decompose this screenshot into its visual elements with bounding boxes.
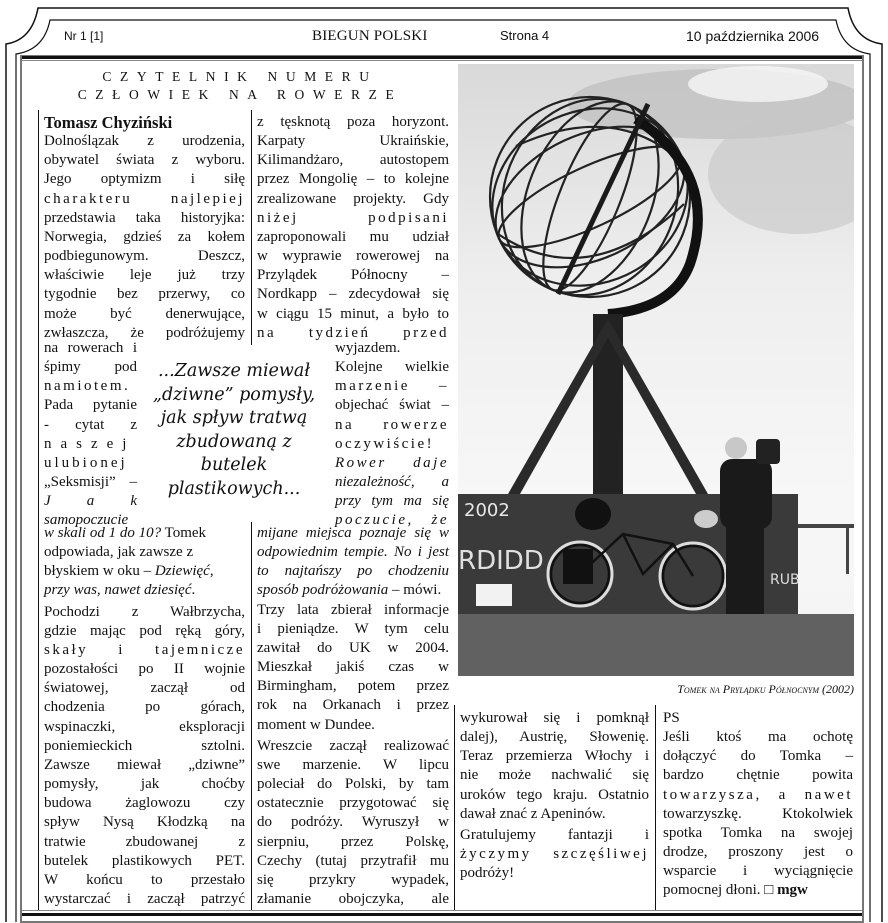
author-name: Tomasz Chyziński	[44, 113, 173, 132]
text-line: uroków tego kraju. Ostatnio	[460, 786, 649, 803]
text-line: wykurował się i pomknął	[460, 710, 649, 726]
text-line: odpowiada, jak zawsze z	[44, 544, 194, 561]
text-line: mijane miejsca poznaje się w	[257, 525, 449, 541]
text-line: przy was, nawet dziesięć.	[44, 582, 196, 599]
text-line: Kilimandżaro, autostopem	[257, 152, 449, 169]
text-line: w skali od 1 do 10? Tomek	[44, 525, 207, 541]
text-line: - cytat z	[44, 416, 137, 433]
text-line: zawitał do UK w 2004.	[257, 639, 449, 656]
text-line: Zawsze miewał „dziwne”	[44, 756, 245, 773]
text-line: tratwie zbudowanej z	[44, 833, 245, 850]
text-line: do podróży. Wyruszył w	[257, 814, 449, 831]
text-line: Teraz przemierza Włochy i	[460, 748, 649, 765]
text-line: poleciał do Polski, by tam	[257, 776, 449, 793]
article-column-2	[257, 113, 449, 343]
publication-title: BIEGUN POLSKI	[312, 28, 428, 44]
text-line: objechać świat –	[335, 397, 449, 414]
article-column-1-continued	[44, 524, 245, 909]
footer-rule	[22, 913, 862, 916]
paragraph	[257, 601, 449, 735]
paragraph	[460, 709, 649, 824]
text-char: k	[130, 493, 137, 510]
text-line: Pada pytanie	[44, 397, 137, 414]
text-line: Jego optymizm i siłę	[44, 171, 245, 188]
text-line: Czechy (tutaj przytrafił mu	[257, 852, 449, 869]
text-line: Trzy lata zbierał informacje	[257, 601, 449, 618]
pull-quote: ...Zawsze miewał „dziwne” pomysły, jak spływ tratwą zbudowaną z butelek plastikowych...	[152, 361, 316, 499]
text-line: zrealizowane projekty. Gdy	[257, 190, 449, 207]
text-line: właściwie leje już trzy	[44, 267, 245, 284]
text-line: w wyprawie rowerowej na	[257, 248, 449, 265]
column-rule	[251, 522, 252, 910]
text-line: samopoczucie	[44, 512, 129, 529]
text-line: nie może nachwalić się	[460, 767, 649, 784]
text-line: rok na Orkanach i przez	[257, 697, 449, 714]
text-line: życzymy szczęśliwej	[460, 846, 649, 863]
text-line: pomysły, jak choćby	[44, 776, 245, 793]
graffiti-text: RDIDD	[458, 546, 544, 576]
column-rule	[251, 110, 252, 345]
paragraph	[44, 603, 245, 910]
graffiti-text: RUB	[770, 572, 800, 588]
text-line: naszej	[44, 435, 136, 452]
text-line: Karpaty Ukraińskie,	[257, 133, 449, 150]
text-line: „Seksmisji” –	[44, 474, 137, 491]
paragraph	[257, 737, 449, 909]
header-rule	[22, 56, 862, 59]
text-line: złamanie obojczyka, ale	[257, 890, 449, 907]
issue-date: 10 października 2006	[686, 28, 820, 44]
page-number: Strona 4	[500, 28, 550, 43]
text-line: dawał znać z Apeninów.	[460, 805, 606, 822]
text-line: dalej), Austrię, Słowenię.	[460, 729, 649, 746]
text-line: niezależność, a	[335, 474, 449, 491]
text-line: butelek plastikowych PET.	[44, 852, 245, 869]
paragraph	[257, 524, 449, 581]
text-line: podróży!	[460, 865, 515, 882]
photo-globe-monument	[458, 64, 854, 676]
text-line: moment w Dundee.	[257, 716, 375, 733]
article-column-4-ps	[663, 709, 853, 901]
footer-rule-thin	[22, 910, 862, 911]
column-rule	[655, 705, 656, 910]
text-line: zaproponowali mu udział	[257, 228, 449, 245]
paragraph	[663, 728, 853, 881]
text-line: przez Mongolię – to kolejne	[257, 171, 449, 188]
text-line: wsparcie i wyciągnięcie	[663, 863, 853, 880]
text-line: bardzo chętnie powita	[663, 767, 853, 784]
text-line: niżej podpisani	[257, 209, 449, 226]
text-line: wyjazdem.	[335, 340, 401, 356]
text-line: gdzie mając pod ręką góry,	[44, 622, 245, 639]
text-char: a	[86, 493, 95, 510]
text-line: śpimy pod	[44, 359, 137, 376]
article-column-2-continued	[257, 524, 449, 909]
ps-heading: PS	[663, 710, 680, 726]
text-line: Wreszcie zaczął realizować	[257, 737, 449, 754]
text-line: marzenie –	[335, 378, 449, 395]
column-rule	[454, 705, 455, 910]
text-line: Rower daje	[335, 454, 449, 471]
text-line: na rowerze	[335, 416, 449, 433]
text-line: pomocnej dłoni. □ mgw	[663, 882, 808, 899]
text-line: towarzyszkę. Ktokolwiek	[663, 805, 853, 822]
text-line: W końcu to przestało	[44, 871, 245, 888]
text-line: Pochodzi z Wałbrzycha,	[44, 603, 245, 620]
text-line: ulubionej	[44, 454, 128, 471]
text-char: J	[44, 493, 51, 510]
article-headline: CZŁOWIEK NA ROWERZE	[77, 87, 403, 102]
text-line: zwłaszcza, że podróżujemy	[44, 324, 245, 341]
text-line: z tęsknotą poza horyzont.	[257, 114, 449, 130]
column-rule	[38, 110, 39, 910]
text-line: poniemieckich sztolni.	[44, 737, 245, 754]
paragraph	[460, 826, 649, 883]
text-line: charakteru najlepiej	[44, 190, 245, 207]
text-line: się przykry wypadek,	[257, 871, 449, 888]
text-line: namiotem.	[44, 378, 131, 395]
text-line: obywatel świata z wyboru.	[44, 152, 245, 169]
text-line: poczucie, że	[335, 512, 449, 529]
text-line: pozostałości po II wojnie	[44, 661, 245, 678]
text-line: wystarczać i zaczął patrzyć	[44, 890, 245, 907]
text-line: i pieniądze. W tym celu	[257, 620, 449, 637]
text-line: na rowerach i	[44, 340, 137, 356]
text-line: chodzenia po górach,	[44, 699, 245, 716]
article-photo	[458, 64, 854, 676]
text-line: spotka Tomka na swojej	[663, 824, 853, 841]
header-rule-thin	[22, 60, 862, 61]
text-line: przy tym ma się	[335, 493, 449, 510]
text-line: światowej, zaczął od	[44, 680, 245, 697]
text-line: przedstawia taka historyjka:	[44, 209, 245, 226]
text-line: budowa żaglowozu czy	[44, 795, 245, 812]
text-line: skały i tajemnicze	[44, 641, 245, 658]
text-line: Nordkapp – zdecydował się	[257, 286, 449, 303]
photo-caption: Tomek na Prylądku Północnym (2002)	[677, 682, 854, 696]
text-line: Dolnoślązak z urodzenia,	[44, 133, 245, 150]
article-column-2-wrap	[335, 339, 449, 531]
text-line: Kolejne wielkie	[335, 359, 449, 376]
text-line: dołączyć do Tomka –	[663, 748, 853, 765]
text-line	[44, 492, 137, 511]
text-line: spływ Nysą Kłodzką na	[44, 814, 245, 831]
article-column-1-wrap	[44, 339, 137, 531]
graffiti-text: 2002	[464, 500, 510, 521]
article-column-1	[44, 113, 245, 343]
text-line: na tydzień przed	[257, 324, 449, 341]
text-line: podbiegunowym. Deszcz,	[44, 248, 245, 265]
text-line: Norwegia, gdzieś za kołem	[44, 228, 245, 245]
text-line: Birmingham, potem przez	[257, 678, 449, 695]
text-line: ostatecznie przygotować się	[257, 795, 449, 812]
text-line: Przylądek Północny –	[257, 267, 449, 284]
text-line: sierpniu, przez Polskę,	[257, 833, 449, 850]
text-line: Jeśli ktoś ma ochotę	[663, 729, 853, 746]
text-line: drodze, proszony jest o	[663, 844, 853, 861]
text-line: błyskiem w oku – Dziewięć,	[44, 563, 214, 580]
text-line: może być denerwujące,	[44, 305, 245, 322]
text-line: w ciągu 15 minut, a było to	[257, 305, 449, 322]
text-line: oczywiście!	[335, 435, 435, 452]
article-column-3	[460, 709, 649, 883]
text-line: towarzysza, a nawet	[663, 786, 853, 803]
text-line: odpowiednim tempie. No i jest	[257, 544, 449, 561]
text-line: swe marzenie. W lipcu	[257, 756, 449, 773]
text-line: wspinaczki, eksploracji	[44, 718, 245, 735]
text-line: to najtańszy po chodzeniu	[257, 563, 449, 580]
author-signature: mgw	[773, 882, 808, 899]
paragraph	[44, 132, 245, 343]
text-line: tygodnie bez przerwy, co	[44, 286, 245, 303]
section-kicker: CZYTELNIK NUMERU	[102, 69, 378, 84]
text-line: sposób podróżowania – mówi.	[257, 582, 442, 599]
issue-number: Nr 1 [1]	[64, 29, 104, 43]
text-line: Gratulujemy fantazji i	[460, 826, 649, 843]
end-mark-icon: □	[764, 882, 774, 899]
text-line: Mieszkał jakiś czas w	[257, 659, 449, 676]
